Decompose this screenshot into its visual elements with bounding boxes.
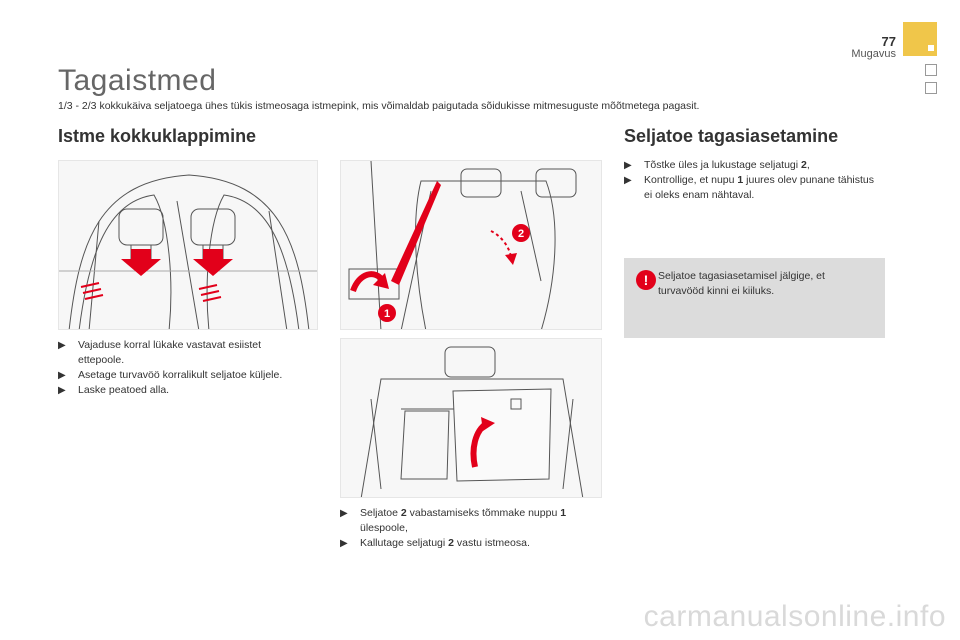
callout-1: 1 <box>383 308 391 320</box>
warning-text: Seljatoe tagasiasetamisel jälgige, et turvavööd kinni ei kiiluks. <box>658 270 825 297</box>
warning-icon: ! <box>636 270 656 290</box>
bullet-marker-icon: ▶ <box>624 175 632 186</box>
list-item: ▶ Asetage turvavöö korralikult seljatoe küljele. <box>58 369 283 381</box>
rear-seat-illustration <box>59 161 318 330</box>
section-tab[interactable] <box>925 82 937 94</box>
list-item: ▶ Kallutage seljatugi 2 vastu istmeosa. <box>340 537 530 549</box>
intro-text: 1/3 - 2/3 kokkukäiva seljatoega ühes tükis istmeosaga istmepink, mis võimaldab paigutada sõidukisse mitmesuguste mõõtmetega pagasit. <box>58 100 700 112</box>
section-tab[interactable] <box>925 64 937 76</box>
fold-steps-list <box>58 338 308 398</box>
page-title: Tagaistmed <box>58 64 217 97</box>
callout-2: 2 <box>517 228 525 240</box>
list-item: ▶ Tõstke üles ja lukustage seljatugi 2, <box>624 159 810 171</box>
folded-seat-illustration <box>341 339 602 498</box>
figure-rear-headrests <box>58 160 318 330</box>
list-item: ▶ Seljatoe 2 vabastamiseks tõmmake nuppu 1 ülespoole, <box>340 507 567 534</box>
section-heading-fold: Istme kokkuklappimine <box>58 126 257 146</box>
list-item: ▶ Vajaduse korral lükake vastavat esiistet ettepoole. <box>58 339 262 366</box>
list-item: ▶ Laske peatoed alla. <box>58 384 170 396</box>
watermark: carmanualsonline.info <box>643 600 946 633</box>
page-number: 77 <box>881 34 896 49</box>
bullet-marker-icon: ▶ <box>58 385 66 396</box>
tab-marker-icon <box>928 45 934 51</box>
section-heading-restore: Seljatoe tagasiasetamine <box>624 126 839 146</box>
section-tab-active[interactable] <box>903 22 937 56</box>
figure-release-backrest <box>340 160 602 330</box>
release-steps-list <box>340 506 590 551</box>
bullet-marker-icon: ▶ <box>58 370 66 381</box>
backrest-release-illustration <box>341 161 602 330</box>
restore-steps-list <box>624 158 879 203</box>
bullet-marker-icon: ▶ <box>340 508 348 519</box>
bullet-marker-icon: ▶ <box>624 160 632 171</box>
figure-folded-backrest <box>340 338 602 498</box>
bullet-marker-icon: ▶ <box>340 538 348 549</box>
warning-box <box>624 258 885 338</box>
bullet-marker-icon: ▶ <box>58 340 66 351</box>
section-name: Mugavus <box>851 48 896 60</box>
list-item: ▶ Kontrollige, et nupu 1 juures olev punane tähistus ei oleks enam nähtaval. <box>624 174 875 201</box>
